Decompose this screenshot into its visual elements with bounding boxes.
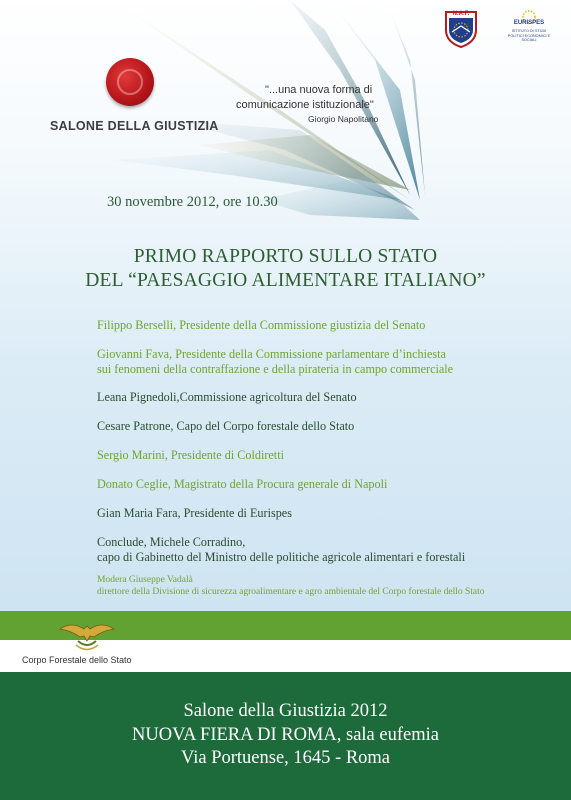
swoosh-graphic [110,0,440,225]
speaker-berselli: Filippo Berselli, Presidente della Commissione giustizia del Senato [97,318,426,332]
speaker-ceglie: Donato Ceglie, Magistrato della Procura generale di Napoli [97,477,388,491]
speaker-corradino-role: capo di Gabinetto del Ministro delle politiche agricole alimentari e forestali [97,550,466,564]
eurispes-subtitle-1: ISTITUTO DI STUDI [511,29,547,33]
venue-line-3: Via Portuense, 1645 - Roma [180,748,391,768]
eurispes-name: EURISPES [513,20,545,26]
moderator-name: Modera Giuseppe Vadalà [97,575,193,585]
forestry-eagle-emblem [58,617,116,655]
speaker-fava-role: sui fenomeni della contraffazione e della pirateria in campo commerciale [97,362,454,376]
venue-line-1: Salone della Giustizia 2012 [183,701,388,721]
quote-line-2: comunicazione istituzionale" [236,99,374,111]
speaker-fara: Gian Maria Fara, Presidente di Eurispes [97,506,292,520]
brand-name: SALONE DELLA GIUSTIZIA [50,119,219,133]
speaker-corradino: Conclude, Michele Corradino, [97,535,246,549]
quote-author: Giorgio Napolitano [308,114,379,124]
speaker-pignedoli: Leana Pignedoli,Commissione agricoltura del Senato [97,390,357,404]
event-title-line-1: PRIMO RAPPORTO SULLO STATO [133,246,438,267]
speaker-patrone: Cesare Patrone, Capo del Corpo forestale dello Stato [97,419,355,433]
quote-line-1: "...una nuova forma di [265,84,373,96]
event-title-line-2: DEL “PAESAGGIO ALIMENTARE ITALIANO” [85,270,486,291]
speaker-marini: Sergio Marini, Presidente di Coldiretti [97,448,284,462]
eurispes-subtitle-2: POLITICI ECONOMICI E SOCIALI [507,34,551,42]
event-date: 30 novembre 2012, ore 10.30 [107,194,278,210]
organizer-name: Corpo Forestale dello Stato [22,655,132,665]
naf-logo-text: N.A.F. [452,11,470,17]
wax-seal-logo [106,58,154,106]
moderator-role: direttore della Divisione di sicurezza agroalimentare e agro ambientale del Corpo forestale dello Stato [97,587,485,597]
speaker-fava: Giovanni Fava, Presidente della Commissione parlamentare d’inchiesta [97,347,446,361]
venue-line-2: NUOVA FIERA DI ROMA, sala eufemia [132,725,439,745]
